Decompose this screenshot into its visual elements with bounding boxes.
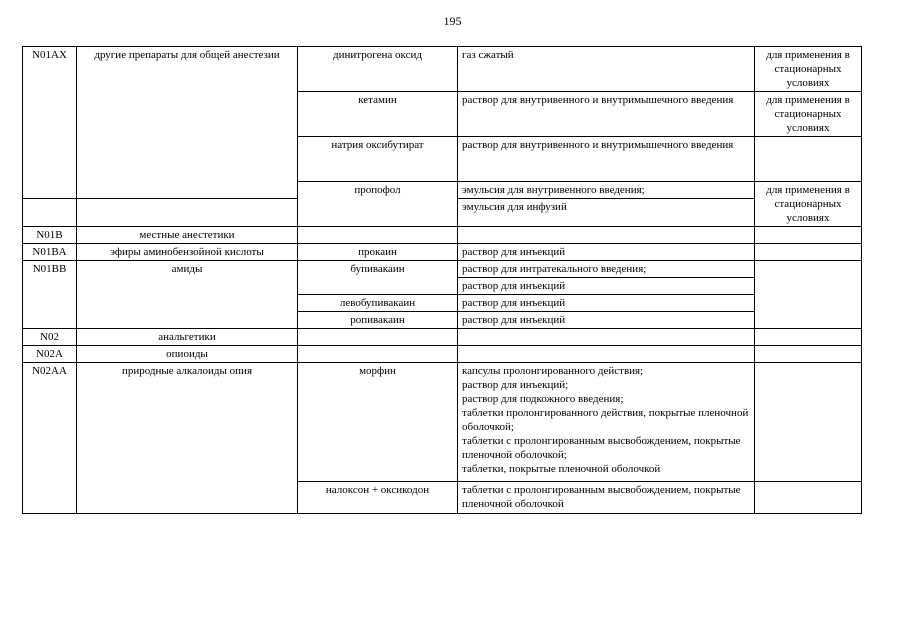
table-row bbox=[23, 244, 862, 261]
medicines-table bbox=[22, 46, 862, 514]
dosage-form: таблетки с пролонгированным высвобождением, покрытые пленочной оболочкой bbox=[458, 482, 755, 514]
atc-group: местные анестетики bbox=[77, 227, 298, 244]
dosage-form: таблетки пролонгированного действия, покрытые пленочной оболочкой; bbox=[462, 407, 749, 433]
dosage-form: газ сжатый bbox=[458, 47, 755, 92]
page-number: 195 bbox=[443, 14, 462, 28]
dosage-form-empty bbox=[458, 346, 755, 363]
dosage-form: раствор для инъекций bbox=[458, 312, 755, 329]
dosage-form: раствор для инъекций bbox=[458, 295, 755, 312]
drug-name: динитрогена оксид bbox=[298, 47, 458, 92]
atc-group: амиды bbox=[77, 261, 298, 329]
drug-name: левобупивакаин bbox=[298, 295, 458, 312]
dosage-form: раствор для инъекций bbox=[458, 244, 755, 261]
dosage-form: эмульсия для внутривенного введения; bbox=[458, 182, 755, 199]
usage-note-empty bbox=[755, 482, 862, 514]
atc-code: N02A bbox=[23, 346, 77, 363]
table-row bbox=[23, 227, 862, 244]
usage-note-empty bbox=[755, 261, 862, 329]
dosage-form: таблетки с пролонгированным высвобождением, покрытые пленочной оболочкой; bbox=[462, 435, 741, 461]
dosage-form-list bbox=[458, 363, 755, 482]
atc-code: N01AX bbox=[23, 47, 77, 199]
atc-code: N02 bbox=[23, 329, 77, 346]
drug-name: прокаин bbox=[298, 244, 458, 261]
usage-note-empty bbox=[755, 363, 862, 482]
drug-name: морфин bbox=[298, 363, 458, 482]
dosage-form: раствор для внутривенного и внутримышечного введения bbox=[458, 137, 755, 182]
usage-note: для применения в стационарных условиях bbox=[755, 182, 862, 227]
dosage-form: эмульсия для инфузий bbox=[458, 199, 755, 227]
dosage-form: таблетки, покрытые пленочной оболочкой bbox=[462, 463, 661, 475]
dosage-form: капсулы пролонгированного действия; bbox=[462, 365, 644, 377]
drug-name: бупивакаин bbox=[298, 261, 458, 295]
drug-name-empty bbox=[298, 329, 458, 346]
usage-note-empty bbox=[755, 227, 862, 244]
usage-note: для применения в стационарных условиях bbox=[755, 47, 862, 92]
dosage-form: раствор для внутривенного и внутримышечного введения bbox=[458, 92, 755, 137]
table-row bbox=[23, 346, 862, 363]
dosage-form-empty bbox=[458, 227, 755, 244]
dosage-form-empty bbox=[458, 329, 755, 346]
atc-group: природные алкалоиды опия bbox=[77, 363, 298, 514]
atc-group-empty bbox=[77, 199, 298, 227]
atc-code: N02AA bbox=[23, 363, 77, 514]
drug-name: кетамин bbox=[298, 92, 458, 137]
atc-group: эфиры аминобензойной кислоты bbox=[77, 244, 298, 261]
table-row bbox=[23, 261, 862, 278]
atc-code-empty bbox=[23, 199, 77, 227]
dosage-form: раствор для интратекального введения; bbox=[458, 261, 755, 278]
dosage-form: раствор для подкожного введения; bbox=[462, 393, 624, 405]
dosage-form: раствор для инъекций bbox=[458, 278, 755, 295]
drug-name: ропивакаин bbox=[298, 312, 458, 329]
drug-name: налоксон + оксикодон bbox=[298, 482, 458, 514]
drug-name-empty bbox=[298, 227, 458, 244]
dosage-form: раствор для инъекций; bbox=[462, 379, 569, 391]
atc-group: опиоиды bbox=[77, 346, 298, 363]
atc-code: N01B bbox=[23, 227, 77, 244]
usage-note bbox=[755, 137, 862, 182]
usage-note-empty bbox=[755, 329, 862, 346]
table-row bbox=[23, 47, 862, 92]
usage-note-empty bbox=[755, 244, 862, 261]
usage-note: для применения в стационарных условиях bbox=[755, 92, 862, 137]
table-row bbox=[23, 363, 862, 482]
table-row bbox=[23, 329, 862, 346]
drug-name-empty bbox=[298, 346, 458, 363]
atc-group: другие препараты для общей анестезии bbox=[77, 47, 298, 199]
atc-group: анальгетики bbox=[77, 329, 298, 346]
drug-name: натрия оксибутират bbox=[298, 137, 458, 182]
atc-code: N01BB bbox=[23, 261, 77, 329]
atc-code: N01BA bbox=[23, 244, 77, 261]
drug-name: пропофол bbox=[298, 182, 458, 227]
usage-note-empty bbox=[755, 346, 862, 363]
